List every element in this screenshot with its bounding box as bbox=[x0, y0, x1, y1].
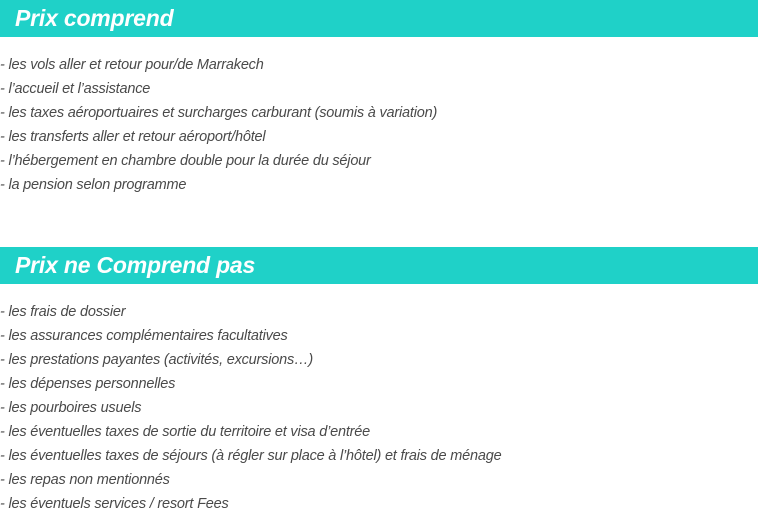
list-item: - les prestations payantes (activités, excursions…) bbox=[0, 352, 313, 368]
list-item: - les pourboires usuels bbox=[0, 400, 142, 416]
list-item: - l’accueil et l’assistance bbox=[0, 81, 151, 97]
section-header-included bbox=[0, 0, 758, 37]
list-item: - les éventuelles taxes de sortie du territoire et visa d’entrée bbox=[0, 424, 371, 440]
list-item: - la pension selon programme bbox=[0, 177, 187, 193]
section-header-not-included bbox=[0, 247, 758, 284]
included-list bbox=[0, 53, 437, 197]
list-item: - les frais de dossier bbox=[0, 304, 126, 320]
list-item: - les éventuels services / resort Fees bbox=[0, 496, 229, 512]
section-title-included: Prix comprend bbox=[15, 5, 174, 31]
list-item: - les taxes aéroportuaires et surcharges carburant (soumis à variation) bbox=[0, 105, 438, 121]
list-item: - les éventuelles taxes de séjours (à régler sur place à l’hôtel) et frais de ménage bbox=[0, 448, 502, 464]
list-item: - les vols aller et retour pour/de Marrakech bbox=[0, 57, 264, 73]
list-item: - l’hébergement en chambre double pour la durée du séjour bbox=[0, 153, 371, 169]
section-title-not-included: Prix ne Comprend pas bbox=[15, 252, 256, 278]
not-included-list bbox=[0, 300, 501, 516]
list-item: - les repas non mentionnés bbox=[0, 472, 170, 488]
list-item: - les transferts aller et retour aéroport/hôtel bbox=[0, 129, 266, 145]
list-item: - les assurances complémentaires facultatives bbox=[0, 328, 288, 344]
list-item: - les dépenses personnelles bbox=[0, 376, 176, 392]
